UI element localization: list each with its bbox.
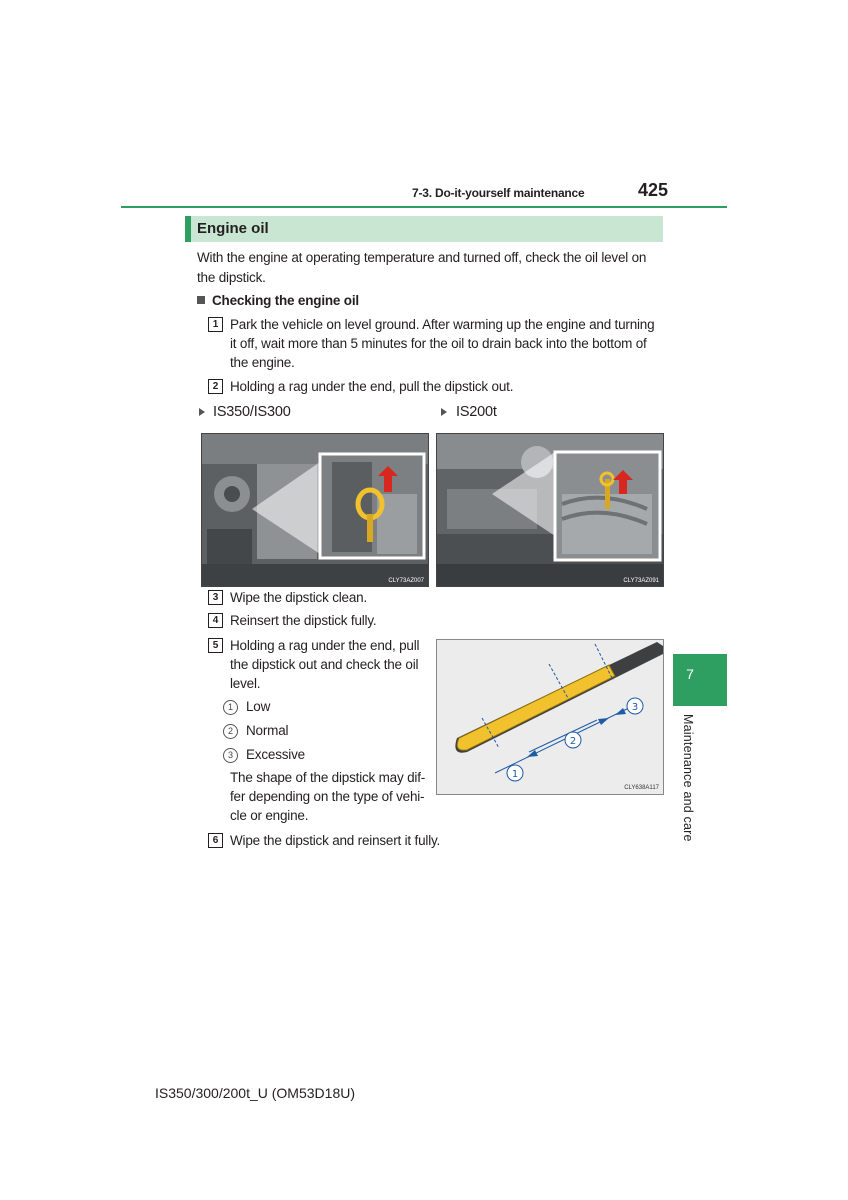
note-line-2: fer depending on the type of vehi- bbox=[230, 789, 425, 804]
step-2-text: Holding a rag under the end, pull the dipstick out. bbox=[230, 379, 514, 394]
step-3-text: Wipe the dipstick clean. bbox=[230, 590, 368, 605]
step-5-line-2: the dipstick out and check the oil bbox=[230, 657, 419, 672]
subheading bbox=[197, 291, 359, 311]
intro-line-1: With the engine at operating temperature and turned off, check the oil level on bbox=[197, 250, 647, 265]
engine-photo-is200t bbox=[436, 433, 664, 587]
step-1-line-3: the engine. bbox=[230, 355, 295, 370]
image-code-left: CLY73AZ007 bbox=[388, 578, 424, 584]
image-code-right: CLY73AZ091 bbox=[623, 578, 659, 584]
step-5-number: 5 bbox=[208, 638, 223, 653]
callout-2: 2 bbox=[569, 736, 577, 747]
chapter-number: 7 bbox=[686, 666, 694, 682]
step-4-number: 4 bbox=[208, 613, 223, 628]
image-code-dipstick: CLY638A117 bbox=[624, 785, 659, 791]
callout-3: 3 bbox=[631, 702, 639, 713]
chapter-label: Maintenance and care bbox=[681, 714, 695, 842]
variant-label-left: IS350/IS300 bbox=[213, 404, 291, 420]
level-2-marker: 2 bbox=[223, 724, 238, 739]
level-1-marker: 1 bbox=[223, 700, 238, 715]
section-title: Engine oil bbox=[197, 220, 269, 237]
step-6-text: Wipe the dipstick and reinsert it fully. bbox=[230, 833, 441, 848]
step-1-number: 1 bbox=[208, 317, 223, 332]
triangle-bullet-icon bbox=[199, 408, 205, 416]
step-3-number: 3 bbox=[208, 590, 223, 605]
engine-photo-is350 bbox=[201, 433, 429, 587]
step-1-line-2: it off, wait more than 5 minutes for the oil to drain back into the bottom of bbox=[230, 336, 647, 351]
callout-1: 1 bbox=[511, 769, 519, 780]
step-5-line-3: level. bbox=[230, 676, 261, 691]
engine-bay-illustration bbox=[437, 434, 663, 586]
step-1-line-1: Park the vehicle on level ground. After warming up the engine and turning bbox=[230, 317, 655, 332]
dipstick-illustration bbox=[437, 640, 663, 794]
step-4-text: Reinsert the dipstick fully. bbox=[230, 613, 377, 628]
triangle-bullet-icon bbox=[441, 408, 447, 416]
running-header-section: 7-3. Do-it-yourself maintenance bbox=[412, 186, 585, 200]
step-2-number: 2 bbox=[208, 379, 223, 394]
footer-model-code: IS350/300/200t_U (OM53D18U) bbox=[155, 1085, 355, 1101]
level-3-marker: 3 bbox=[223, 748, 238, 763]
variant-label-right: IS200t bbox=[456, 404, 497, 420]
level-3-label: Excessive bbox=[246, 747, 305, 762]
header-rule bbox=[121, 206, 727, 208]
note-line-1: The shape of the dipstick may dif- bbox=[230, 770, 426, 785]
note-line-3: cle or engine. bbox=[230, 808, 309, 823]
square-bullet-icon bbox=[197, 296, 205, 304]
level-1-label: Low bbox=[246, 699, 271, 714]
step-6-number: 6 bbox=[208, 833, 223, 848]
dipstick-level-diagram bbox=[436, 639, 664, 795]
subheading-text: Checking the engine oil bbox=[212, 293, 359, 308]
step-5-line-1: Holding a rag under the end, pull bbox=[230, 638, 420, 653]
level-2-label: Normal bbox=[246, 723, 289, 738]
intro-line-2: the dipstick. bbox=[197, 270, 266, 285]
engine-bay-illustration bbox=[202, 434, 428, 586]
page-number: 425 bbox=[638, 180, 669, 200]
